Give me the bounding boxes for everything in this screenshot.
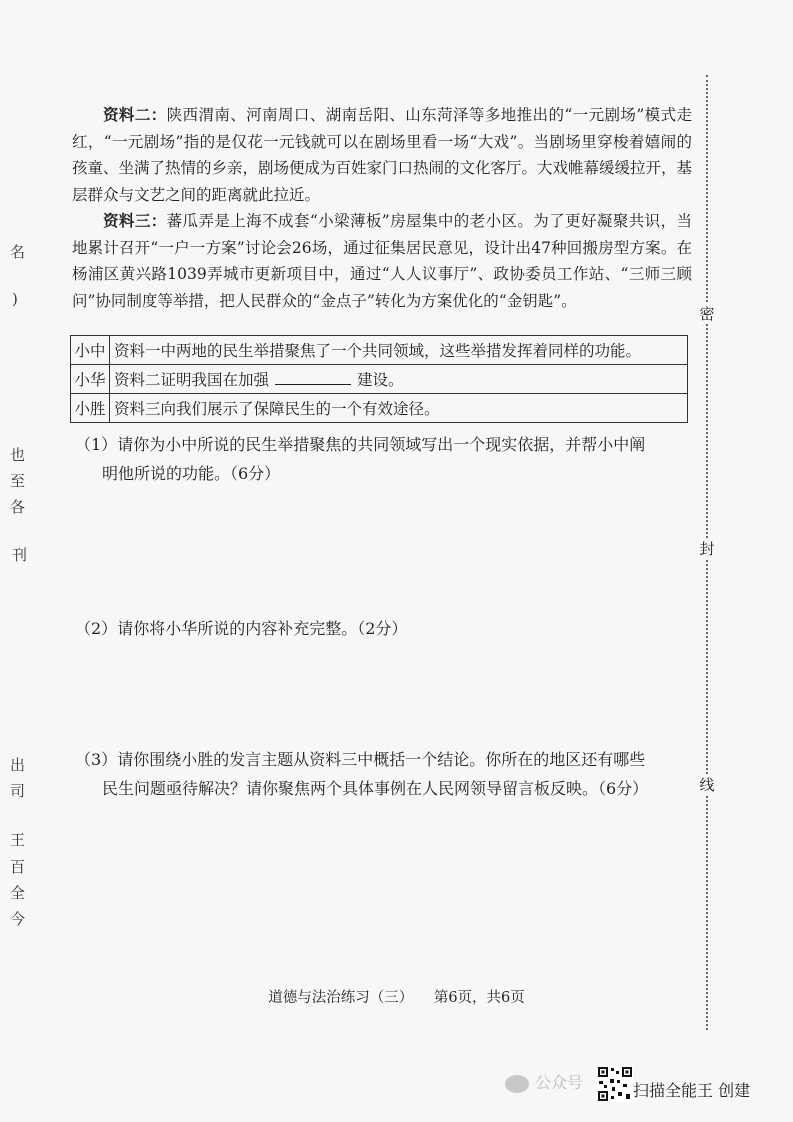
binding-mark: 线 <box>699 776 715 794</box>
footer-page-number: 第6页，共6页 <box>433 990 525 1006</box>
margin-fragment: 名 <box>10 243 26 261</box>
margin-fragment: 也 <box>10 446 26 464</box>
question-2 <box>75 614 695 643</box>
material-two <box>72 102 692 208</box>
margin-fragment: 刊 <box>12 546 28 564</box>
wechat-icon <box>505 1075 529 1093</box>
question-number: （1） <box>75 435 118 454</box>
speaker-name: 小中 <box>71 336 110 365</box>
qr-code-icon <box>597 1066 633 1102</box>
speaker-name: 小胜 <box>71 394 110 423</box>
margin-fragment: 全 <box>10 884 26 902</box>
question-3 <box>75 745 695 803</box>
margin-fragment: ) <box>12 290 18 308</box>
watermark-text: 公众号 <box>535 1073 584 1092</box>
material-three-label: 资料三： <box>103 211 167 230</box>
speaker-text-after: 建设。 <box>357 371 404 389</box>
page-footer <box>0 986 793 1007</box>
speaker-text: 资料一中两地的民生举措聚焦了一个共同领域，这些举措发挥着同样的功能。 <box>110 336 688 365</box>
speaker-text-before: 资料二证明我国在加强 <box>114 371 270 389</box>
speaker-name: 小华 <box>71 365 110 394</box>
margin-fragment: 司 <box>10 782 26 800</box>
question-text-cont: 民生问题亟待解决？请你聚焦两个具体事例在人民网领导留言板反映。（6分） <box>102 779 649 798</box>
margin-fragment: 各 <box>10 498 26 516</box>
material-two-label: 资料二： <box>103 105 167 124</box>
question-text: 请你将小华所说的内容补充完整。（2分） <box>117 619 408 638</box>
question-text: 请你为小中所说的民生举措聚焦的共同领域写出一个现实依据，并帮小中阐 <box>117 435 646 454</box>
dialogue-row <box>71 336 688 365</box>
material-three <box>72 208 692 314</box>
question-number: （3） <box>75 750 118 769</box>
margin-fragment: 百 <box>10 858 26 876</box>
scanner-promo: 扫描全能王 创建 <box>633 1081 751 1100</box>
dialogue-row <box>71 365 688 394</box>
question-number: （2） <box>75 619 118 638</box>
question-1 <box>75 430 695 488</box>
fill-blank[interactable] <box>275 370 351 385</box>
margin-fragment: 王 <box>10 831 26 849</box>
margin-fragment: 今 <box>10 910 26 928</box>
material-two-text: 陕西渭南、河南周口、湖南岳阳、山东菏泽等多地推出的“一元剧场”模式走红，“一元剧场”指的是仅花一元钱就可以在剧场里看一场“大戏”。当剧场里穿梭着嬉闹的孩童、坐满了热情的乡亲，剧场便成为百姓家门口热闹的文化客厅。大戏帷幕缓缓拉开，基层群众与文艺之间的距离就此拉近。 <box>72 106 693 204</box>
binding-mark: 密 <box>699 305 715 323</box>
dialogue-row <box>71 394 688 423</box>
question-text: 请你围绕小胜的发言主题从资料三中概括一个结论。你所在的地区还有哪些 <box>117 750 646 769</box>
speaker-text: 资料三向我们展示了保障民生的一个有效途径。 <box>110 394 688 423</box>
speaker-text <box>110 365 688 394</box>
material-three-text: 蕃瓜弄是上海不成套“小梁薄板”房屋集中的老小区。为了更好凝聚共识，当地累计召开“一户一方案”讨论会26场，通过征集居民意见，设计出47种回搬房型方案。在杨浦区黄兴路1039弄城市更新项目中，通过“人人议事厅”、政协委员工作站、“三师三顾问”协同制度等举措，把人民群众的“金点子”转化为方案优化的“金钥匙”。 <box>72 212 692 310</box>
footer-title: 道德与法治练习（三） <box>268 990 414 1006</box>
watermark <box>505 1070 583 1093</box>
dialogue-table <box>70 335 688 423</box>
margin-fragment: 至 <box>10 472 26 490</box>
question-text-cont: 明他所说的功能。（6分） <box>102 464 281 483</box>
binding-mark: 封 <box>699 540 715 558</box>
margin-fragment: 出 <box>10 756 26 774</box>
